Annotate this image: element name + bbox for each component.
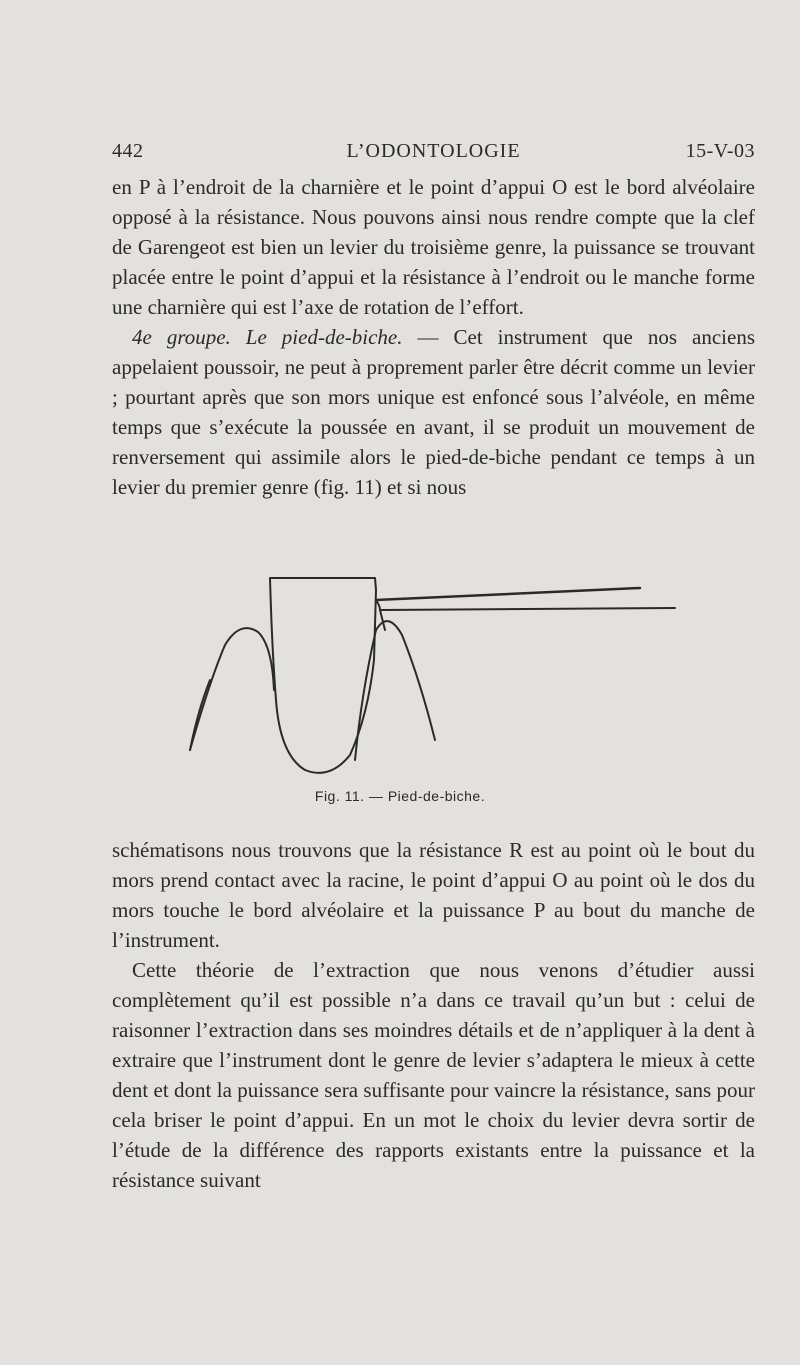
text-block-bottom [112,835,755,1195]
section-heading: 4e groupe. Le pied-de-biche. [132,325,403,349]
page-number: 442 [112,140,144,162]
journal-title: L’ODONTOLOGIE [346,140,521,162]
gum-left [190,628,274,750]
section-body: — Cet instrument que nos anciens appelaient poussoir, ne peut à proprement parler être décrit comme un levier ; pourtant après que son mors unique est enfoncé sous l’alvéole, en même temps que s’exécute la poussée en avant, il se produit un mouvement de renversement qui assimile alors le pied-de-biche pendant ce temps à un levier du premier genre (fig. 11) et si nous [112,325,755,499]
running-head [112,140,755,170]
instrument-handle [376,588,640,600]
gum-right [355,621,435,760]
tooth-outline [270,578,376,773]
section-paragraph [112,322,755,502]
paragraph: Cette théorie de l’extraction que nous venons d’étudier aussi complètement qu’il est possible n’a dans ce travail qu’un but : celui de raisonner l’extraction dans ses moindres détails et de n’appliquer à la dent à extraire que l’instrument dont le genre de levier s’adaptera le mieux à cette dent et dont la puissance sera suffisante pour vaincre la résistance, sans pour cela briser le point d’appui. En un mot le choix du levier devra sortir de l’étude de la différence des rapports existants entre la puissance et la résistance suivant [112,958,755,1192]
text-block-top [112,172,755,502]
figure-illustration [180,570,680,790]
issue-date: 15-V-03 [685,140,755,162]
instrument-handle-lower [380,608,675,610]
paragraph: en P à l’endroit de la charnière et le point d’appui O est le bord alvéolaire opposé à la résistance. Nous pouvons ainsi nous rendre compte que la clef de Garengeot est bien un levier du troisième genre, la puissance se trouvant placée entre le point d’appui et la résistance à l’endroit ou le manche forme une charnière qui est l’axe de rotation de l’effort. [112,175,755,319]
paragraph: schématisons nous trouvons que la résistance R est au point où le bout du mors prend contact avec la racine, le point d’appui O au point où le dos du mors touche le bord alvéolaire et la puissance P au bout du manche de l’instrument. [112,838,755,952]
figure-caption: Fig. 11. — Pied-de-biche. [314,788,486,804]
